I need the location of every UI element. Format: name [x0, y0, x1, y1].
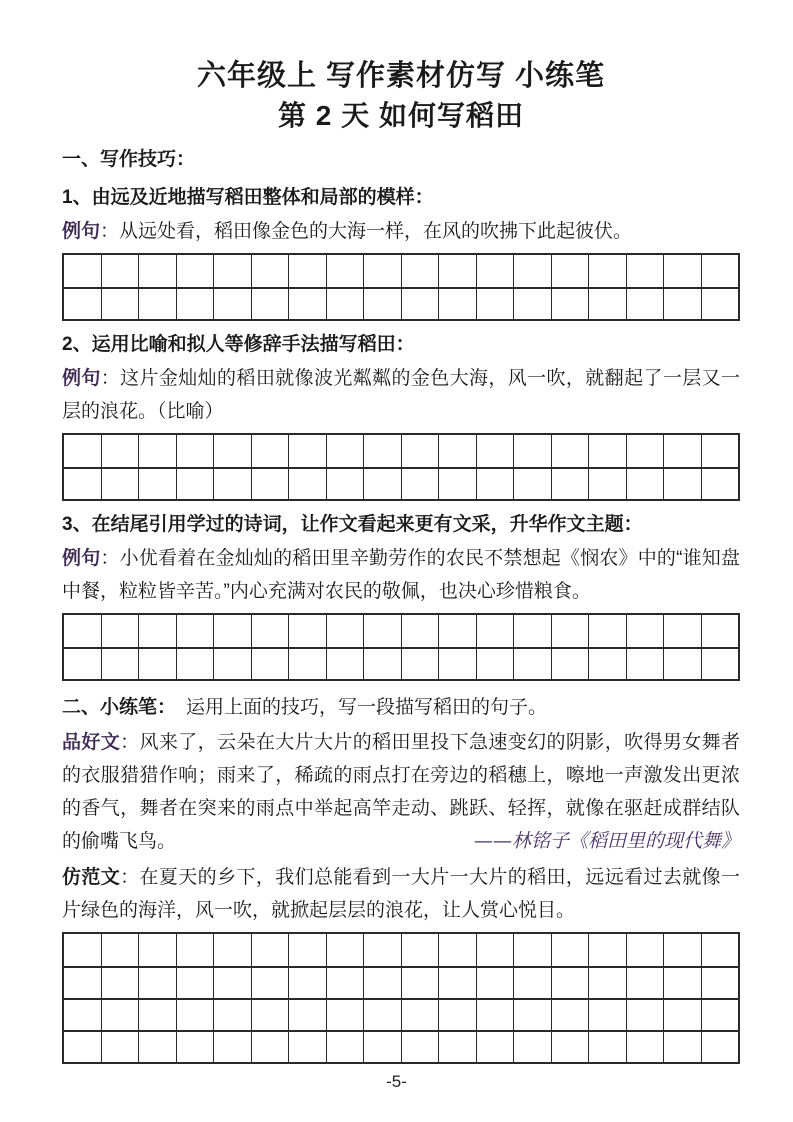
grid-cell — [138, 934, 176, 966]
grid-cell — [101, 1000, 139, 1030]
imitation-label: 仿范文 — [62, 867, 121, 888]
grid-cell — [64, 1000, 101, 1030]
grid-cell — [476, 469, 514, 499]
grid-cell — [138, 255, 176, 287]
grid-cell — [551, 469, 589, 499]
section-heading-practice: 二、小练笔： — [62, 697, 177, 718]
grid-cell — [176, 968, 214, 998]
grid-cell — [288, 1000, 326, 1030]
grid-cell — [101, 934, 139, 966]
grid-cell — [251, 469, 289, 499]
page-title: 六年级上 写作素材仿写 小练笔 — [196, 60, 606, 92]
imitation-paragraph — [62, 861, 740, 927]
grid-cell — [213, 1000, 251, 1030]
grid-cell — [476, 615, 514, 647]
imitation-text: ：在夏天的乡下，我们总能看到一大片一大片的稻田，远远看过去就像一片绿色的海洋，风一吹，就掀起层层的浪花，让人赏心悦目。 — [62, 867, 740, 921]
grid-cell — [326, 968, 364, 998]
grid-cell — [176, 934, 214, 966]
grid-cell — [176, 1032, 214, 1062]
grid-cell — [438, 934, 476, 966]
grid-cell — [64, 469, 101, 499]
grid-cell — [251, 289, 289, 319]
grid-cell — [64, 435, 101, 467]
grid-cell — [513, 649, 551, 679]
grid-cell — [363, 289, 401, 319]
grid-cell — [438, 615, 476, 647]
grid-cell — [288, 469, 326, 499]
grid-cell — [626, 1000, 664, 1030]
grid-cell — [64, 1032, 101, 1062]
grid-cell — [588, 615, 626, 647]
writing-grid — [62, 932, 740, 1064]
grid-cell — [438, 968, 476, 998]
good-essay-text: ：风来了，云朵在大片大片的稻田里投下急速变幻的阴影，吹得男女舞者的衣服猎猎作响；雨来了，稀疏的雨点打在旁边的稻穗上，嚓地一声激发出更浓的香气，舞者在突来的雨点中举起高竿走动、跳跃、轻挥，就像在驱赶成群结队的偷嘴飞鸟。 — [62, 732, 740, 852]
grid-cell — [588, 934, 626, 966]
technique-item-title: 2、运用比喻和拟人等修辞手法描写稻田： — [62, 334, 415, 355]
grid-row — [64, 1030, 738, 1062]
grid-cell — [213, 1032, 251, 1062]
grid-cell — [663, 968, 701, 998]
grid-cell — [363, 1032, 401, 1062]
grid-cell — [551, 649, 589, 679]
grid-cell — [588, 435, 626, 467]
grid-cell — [701, 255, 739, 287]
grid-cell — [326, 1032, 364, 1062]
grid-cell — [663, 1000, 701, 1030]
grid-cell — [701, 649, 739, 679]
grid-row — [64, 615, 738, 647]
grid-cell — [251, 255, 289, 287]
grid-row — [64, 647, 738, 679]
grid-cell — [326, 615, 364, 647]
example-paragraph — [62, 542, 740, 608]
example-text: ：这片金灿灿的稻田就像波光粼粼的金色大海，风一吹，就翻起了一层又一层的浪花。（比喻） — [62, 368, 740, 422]
grid-cell — [588, 649, 626, 679]
grid-cell — [138, 615, 176, 647]
grid-cell — [401, 435, 439, 467]
grid-cell — [176, 615, 214, 647]
grid-cell — [213, 615, 251, 647]
grid-cell — [326, 934, 364, 966]
grid-cell — [551, 934, 589, 966]
grid-cell — [663, 469, 701, 499]
practice-heading-line — [62, 693, 740, 723]
grid-cell — [626, 934, 664, 966]
grid-cell — [663, 649, 701, 679]
grid-cell — [551, 255, 589, 287]
grid-cell — [626, 615, 664, 647]
grid-cell — [513, 1032, 551, 1062]
grid-cell — [476, 255, 514, 287]
grid-cell — [213, 968, 251, 998]
grid-cell — [288, 289, 326, 319]
grid-cell — [588, 1032, 626, 1062]
grid-cell — [251, 934, 289, 966]
grid-cell — [551, 968, 589, 998]
grid-cell — [288, 968, 326, 998]
grid-cell — [288, 934, 326, 966]
grid-cell — [513, 255, 551, 287]
grid-row — [64, 467, 738, 499]
grid-cell — [176, 435, 214, 467]
grid-cell — [363, 1000, 401, 1030]
example-text: ：小优看着在金灿灿的稻田里辛勤劳作的农民不禁想起《悯农》中的“谁知盘中餐，粒粒皆辛苦。”内心充满对农民的敬佩，也决心珍惜粮食。 — [62, 548, 740, 602]
grid-cell — [64, 934, 101, 966]
grid-cell — [513, 615, 551, 647]
grid-cell — [138, 968, 176, 998]
grid-cell — [438, 289, 476, 319]
grid-cell — [64, 615, 101, 647]
grid-cell — [401, 934, 439, 966]
grid-cell — [288, 649, 326, 679]
example-label: 例句 — [62, 221, 101, 242]
grid-cell — [101, 649, 139, 679]
grid-cell — [363, 469, 401, 499]
grid-cell — [326, 649, 364, 679]
grid-cell — [663, 435, 701, 467]
grid-cell — [251, 649, 289, 679]
grid-cell — [138, 469, 176, 499]
grid-cell — [213, 435, 251, 467]
grid-cell — [551, 1000, 589, 1030]
grid-cell — [588, 469, 626, 499]
grid-cell — [213, 649, 251, 679]
practice-instruction: 运用上面的技巧，写一段描写稻田的句子。 — [186, 697, 548, 718]
grid-cell — [251, 1000, 289, 1030]
grid-cell — [476, 435, 514, 467]
grid-cell — [326, 289, 364, 319]
grid-cell — [438, 255, 476, 287]
grid-cell — [476, 1032, 514, 1062]
grid-cell — [176, 289, 214, 319]
grid-cell — [476, 934, 514, 966]
grid-cell — [213, 469, 251, 499]
grid-cell — [513, 934, 551, 966]
grid-cell — [438, 1032, 476, 1062]
grid-cell — [476, 968, 514, 998]
grid-cell — [138, 1000, 176, 1030]
grid-cell — [476, 649, 514, 679]
grid-cell — [513, 435, 551, 467]
grid-cell — [101, 289, 139, 319]
grid-cell — [513, 469, 551, 499]
grid-cell — [101, 968, 139, 998]
grid-cell — [588, 255, 626, 287]
grid-cell — [176, 649, 214, 679]
grid-cell — [551, 289, 589, 319]
grid-cell — [626, 469, 664, 499]
grid-cell — [288, 435, 326, 467]
grid-cell — [138, 1032, 176, 1062]
writing-grid — [62, 253, 740, 321]
grid-cell — [513, 968, 551, 998]
grid-row — [64, 966, 738, 998]
example-label: 例句 — [62, 368, 101, 389]
grid-cell — [551, 615, 589, 647]
grid-cell — [701, 968, 739, 998]
grid-cell — [326, 1000, 364, 1030]
page-number: -5- — [386, 1072, 407, 1091]
grid-cell — [326, 469, 364, 499]
practice-section — [62, 693, 740, 1064]
grid-cell — [401, 289, 439, 319]
grid-cell — [701, 435, 739, 467]
writing-grid — [62, 613, 740, 681]
grid-cell — [101, 469, 139, 499]
grid-cell — [288, 1032, 326, 1062]
grid-cell — [401, 469, 439, 499]
grid-cell — [213, 289, 251, 319]
grid-cell — [401, 255, 439, 287]
grid-cell — [213, 934, 251, 966]
grid-cell — [101, 615, 139, 647]
grid-cell — [663, 615, 701, 647]
technique-item-title: 1、由远及近地描写稻田整体和局部的模样： — [62, 187, 434, 208]
grid-cell — [138, 435, 176, 467]
technique-item-title: 3、在结尾引用学过的诗词，让作文看起来更有文采，升华作文主题： — [62, 514, 643, 535]
grid-cell — [476, 1000, 514, 1030]
technique-item-2 — [62, 331, 740, 501]
section-heading-techniques: 一、写作技巧： — [62, 149, 196, 170]
technique-item-3 — [62, 511, 740, 681]
grid-cell — [588, 968, 626, 998]
grid-cell — [588, 289, 626, 319]
grid-cell — [363, 615, 401, 647]
page-subtitle: 第 2 天 如何写稻田 — [278, 100, 524, 131]
grid-cell — [363, 649, 401, 679]
grid-cell — [251, 1032, 289, 1062]
example-paragraph — [62, 362, 740, 428]
essay-attribution: ——林铭子《稻田里的现代舞》 — [473, 830, 740, 852]
grid-cell — [326, 255, 364, 287]
grid-cell — [64, 289, 101, 319]
grid-cell — [363, 934, 401, 966]
grid-cell — [101, 435, 139, 467]
grid-cell — [401, 1000, 439, 1030]
grid-cell — [626, 255, 664, 287]
grid-cell — [438, 435, 476, 467]
grid-cell — [438, 469, 476, 499]
grid-cell — [513, 289, 551, 319]
grid-cell — [176, 1000, 214, 1030]
grid-row — [64, 255, 738, 287]
grid-cell — [363, 255, 401, 287]
grid-row — [64, 998, 738, 1030]
technique-item-1 — [62, 184, 740, 321]
grid-row — [64, 435, 738, 467]
grid-cell — [176, 469, 214, 499]
grid-cell — [626, 289, 664, 319]
grid-cell — [663, 289, 701, 319]
grid-cell — [701, 1000, 739, 1030]
grid-cell — [701, 289, 739, 319]
grid-cell — [326, 435, 364, 467]
grid-cell — [626, 649, 664, 679]
grid-cell — [551, 1032, 589, 1062]
grid-cell — [626, 435, 664, 467]
example-label: 例句 — [62, 548, 101, 569]
grid-cell — [363, 968, 401, 998]
grid-cell — [101, 255, 139, 287]
grid-cell — [588, 1000, 626, 1030]
grid-cell — [551, 435, 589, 467]
grid-cell — [401, 615, 439, 647]
grid-cell — [663, 934, 701, 966]
grid-cell — [213, 255, 251, 287]
grid-cell — [64, 255, 101, 287]
writing-grid — [62, 433, 740, 501]
grid-cell — [251, 435, 289, 467]
grid-cell — [363, 435, 401, 467]
grid-cell — [663, 1032, 701, 1062]
grid-cell — [401, 649, 439, 679]
grid-cell — [626, 968, 664, 998]
grid-cell — [138, 289, 176, 319]
grid-cell — [476, 289, 514, 319]
grid-cell — [626, 1032, 664, 1062]
grid-cell — [251, 968, 289, 998]
grid-cell — [176, 255, 214, 287]
grid-cell — [251, 615, 289, 647]
grid-cell — [513, 1000, 551, 1030]
grid-cell — [701, 934, 739, 966]
grid-cell — [663, 255, 701, 287]
grid-cell — [438, 649, 476, 679]
grid-cell — [438, 1000, 476, 1030]
grid-row — [64, 287, 738, 319]
grid-cell — [401, 1032, 439, 1062]
grid-cell — [101, 1032, 139, 1062]
example-paragraph — [62, 215, 740, 248]
good-essay-label: 品好文 — [62, 732, 121, 753]
grid-cell — [701, 1032, 739, 1062]
grid-cell — [701, 469, 739, 499]
grid-cell — [701, 615, 739, 647]
grid-cell — [288, 615, 326, 647]
grid-cell — [401, 968, 439, 998]
grid-cell — [138, 649, 176, 679]
grid-cell — [64, 968, 101, 998]
grid-cell — [288, 255, 326, 287]
example-text: ：从远处看，稻田像金色的大海一样，在风的吹拂下此起彼伏。 — [100, 221, 633, 242]
grid-row — [64, 934, 738, 966]
grid-cell — [64, 649, 101, 679]
